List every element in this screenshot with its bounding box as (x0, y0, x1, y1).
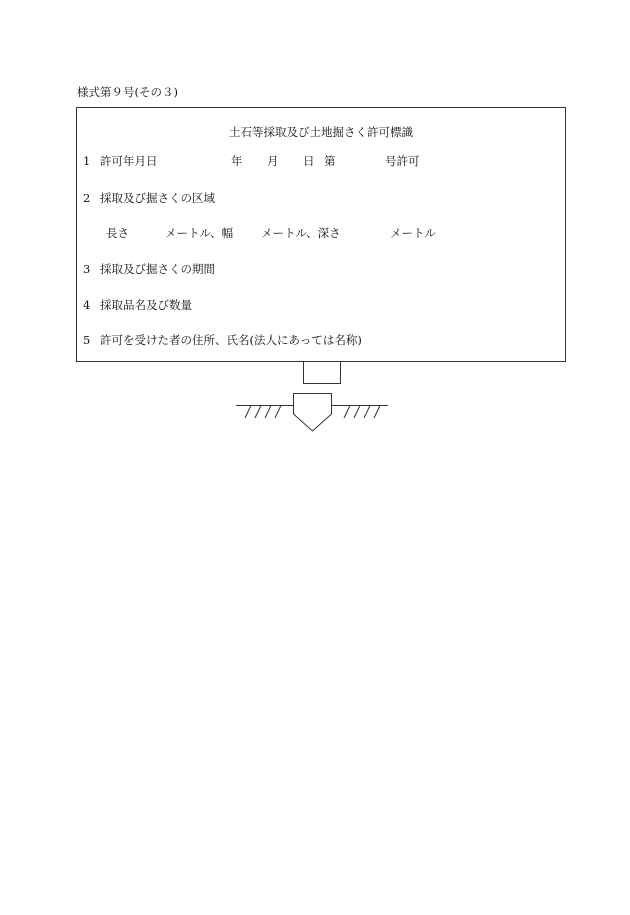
ground-hatching-left (245, 406, 281, 419)
sign-title: 土石等採取及び土地掘さく許可標識 (229, 125, 413, 139)
item-label: 許可年月日 (100, 154, 158, 168)
item-label: 採取品名及び数量 (100, 298, 192, 312)
year-label: 年 (231, 154, 243, 168)
item-number: 4 (83, 298, 91, 312)
width-unit-label: メートル、幅 (165, 226, 234, 240)
item-permit-date (77, 154, 565, 168)
end-unit-label: メートル (390, 226, 436, 240)
day-label: 日 (303, 154, 315, 168)
item-label: 許可を受けた者の住所、氏名(法人にあっては名称) (100, 333, 362, 347)
area-dimensions (77, 226, 565, 240)
item-number: 1 (83, 154, 91, 168)
post-footing (294, 394, 332, 432)
item-label: 採取及び掘さくの期間 (100, 262, 215, 276)
sign-post-diagram (234, 361, 394, 437)
sign-board (76, 107, 566, 362)
item-number: 3 (83, 262, 91, 276)
item-number: 5 (83, 333, 91, 347)
item-product-quantity (77, 298, 565, 312)
item-permittee (77, 333, 565, 347)
item-period (77, 262, 565, 276)
length-label: 長さ (106, 226, 129, 240)
item-area (77, 191, 565, 205)
month-label: 月 (267, 154, 279, 168)
ground-hatching-right (344, 406, 380, 419)
permit-number-label: 号許可 (385, 154, 420, 168)
item-number: 2 (83, 191, 91, 205)
form-label: 様式第９号(その３) (77, 85, 178, 99)
depth-unit-label: メートル、深さ (261, 226, 341, 240)
dai-label: 第 (324, 154, 336, 168)
post-upper (304, 362, 341, 384)
item-label: 採取及び掘さくの区域 (100, 191, 215, 205)
